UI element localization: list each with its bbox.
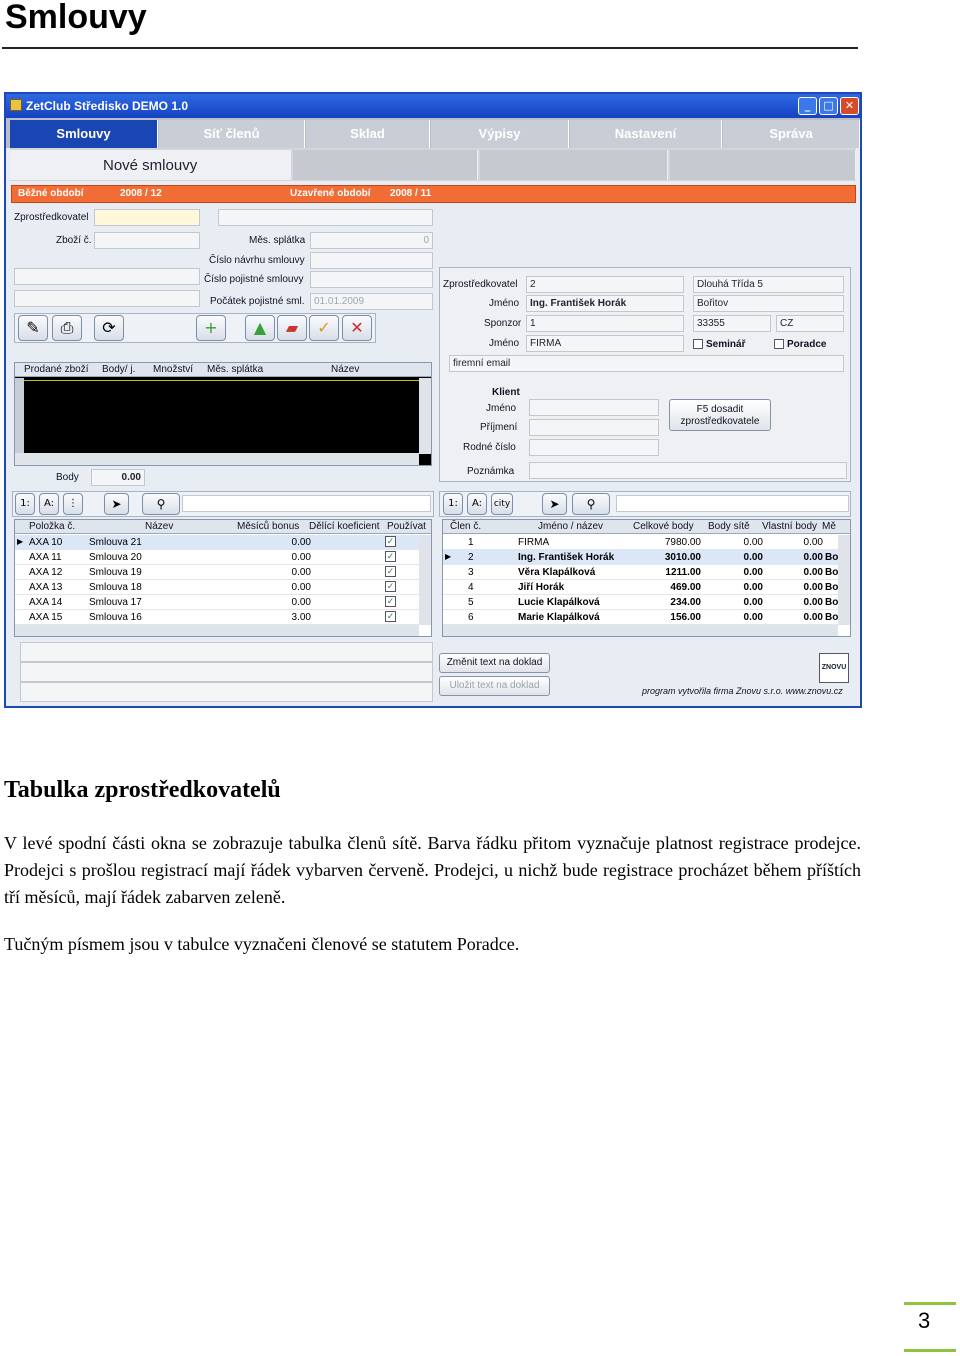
- table-cell: Smlouva 16: [89, 612, 142, 623]
- col-nazev[interactable]: Název: [331, 364, 360, 375]
- sort-list-icon[interactable]: ⋮: [63, 493, 83, 515]
- col-vlastni-body[interactable]: Vlastní body: [762, 521, 818, 532]
- change-text-button[interactable]: Změnit text na doklad: [439, 653, 550, 673]
- horizontal-scrollbar[interactable]: [443, 625, 838, 637]
- go-icon[interactable]: ➤: [104, 493, 129, 515]
- sort-alpha-icon[interactable]: A:: [467, 493, 487, 515]
- monthly-field[interactable]: 0: [310, 232, 433, 249]
- table-cell: FIRMA: [518, 537, 550, 548]
- sponsor-name: FIRMA: [526, 335, 684, 352]
- col-mnozstvi[interactable]: Množství: [153, 364, 194, 375]
- table-row[interactable]: [15, 550, 431, 565]
- broker-field[interactable]: [94, 209, 200, 226]
- table-cell: Smlouva 20: [89, 552, 142, 563]
- table-cell: 1: [468, 537, 474, 548]
- table-row[interactable]: [443, 580, 850, 595]
- points-field: 0.00: [91, 469, 145, 486]
- table-cell: Bo: [825, 552, 839, 563]
- contracts-search-input[interactable]: [182, 495, 431, 512]
- closed-period-label: Uzavřené období: [290, 188, 371, 199]
- col-jmeno[interactable]: Jméno / název: [538, 521, 604, 532]
- row-marker-icon: ▶: [17, 537, 24, 546]
- table-cell: Smlouva 17: [89, 597, 142, 608]
- seminar-checkbox[interactable]: [693, 339, 703, 349]
- app-icon: [10, 99, 22, 111]
- table-cell: 2: [468, 552, 474, 563]
- goods-grid[interactable]: [14, 362, 432, 466]
- table-cell: 3010.00: [664, 552, 701, 563]
- table-cell: 0.00: [743, 537, 763, 548]
- use-checkbox[interactable]: ✓: [386, 551, 395, 561]
- section-heading: Tabulka zprostředkovatelů: [4, 777, 281, 803]
- table-cell: 0.00: [743, 552, 763, 563]
- table-cell: Smlouva 18: [89, 582, 142, 593]
- table-cell: 469.00: [670, 582, 701, 593]
- client-birth-field[interactable]: [529, 439, 659, 456]
- subtab-empty[interactable]: [480, 150, 668, 180]
- sort-number-icon[interactable]: 1:: [15, 493, 35, 515]
- table-cell: 0.00: [291, 552, 311, 563]
- tab-nastaveni[interactable]: Nastavení: [570, 120, 722, 148]
- text-line-2[interactable]: [20, 662, 433, 682]
- save-text-button[interactable]: Uložit text na doklad: [439, 676, 550, 696]
- paragraph-2: Tučným písmem jsou v tabulce vyznačeni členové se statutem Poradce.: [4, 934, 520, 954]
- broker-name: Ing. František Horák: [526, 295, 684, 312]
- table-row[interactable]: [15, 565, 431, 580]
- client-last-field[interactable]: [529, 419, 659, 436]
- proposal-label: Číslo návrhu smlouvy: [209, 255, 305, 266]
- close-button[interactable]: ✕: [840, 97, 859, 115]
- table-cell: 0.00: [743, 582, 763, 593]
- current-period: 2008 / 12: [120, 188, 162, 199]
- col-clen[interactable]: Člen č.: [450, 521, 482, 532]
- table-cell: Bo: [825, 597, 839, 608]
- start-label: Počátek pojistné sml.: [210, 296, 305, 307]
- sort-city-button[interactable]: city: [491, 493, 513, 515]
- table-cell: AXA 14: [29, 597, 63, 608]
- table-row[interactable]: [15, 610, 431, 625]
- col-body-site[interactable]: Body sítě: [708, 521, 750, 532]
- table-cell: 5: [468, 597, 474, 608]
- edit-icon[interactable]: ✎: [18, 315, 48, 341]
- horizontal-scrollbar[interactable]: [15, 453, 419, 466]
- policy-field[interactable]: [310, 271, 433, 288]
- sort-alpha-icon[interactable]: A:: [39, 493, 59, 515]
- table-cell: 7980.00: [664, 537, 701, 548]
- current-period-label: Běžné období: [18, 188, 84, 199]
- tab-sit-clenu[interactable]: Síť členů: [159, 120, 305, 148]
- binoculars-icon[interactable]: ⚲: [572, 493, 610, 515]
- refresh-icon[interactable]: ⟳: [94, 315, 124, 341]
- table-row[interactable]: [443, 535, 850, 550]
- vertical-scrollbar[interactable]: [419, 378, 432, 454]
- goods-name-field[interactable]: [14, 268, 200, 285]
- table-cell: 6: [468, 612, 474, 623]
- table-cell: 4: [468, 582, 474, 593]
- note-field[interactable]: [14, 290, 200, 307]
- table-cell: AXA 12: [29, 567, 63, 578]
- table-cell: 234.00: [670, 597, 701, 608]
- text-line-3[interactable]: [20, 682, 433, 702]
- sub-tabs: [10, 148, 856, 181]
- points-label: Body: [56, 472, 79, 483]
- zip-field: 33355: [693, 315, 771, 332]
- policy-label: Číslo pojistné smlouvy: [204, 274, 304, 285]
- table-cell: 0.00: [743, 567, 763, 578]
- broker-id: 2: [526, 276, 684, 293]
- table-cell: Věra Klapálková: [518, 567, 596, 578]
- use-checkbox[interactable]: ✓: [386, 536, 395, 546]
- table-row[interactable]: [443, 610, 850, 625]
- table-cell: AXA 10: [29, 537, 63, 548]
- text-line-1[interactable]: [20, 642, 433, 662]
- subtab-nove-smlouvy[interactable]: Nové smlouvy: [10, 150, 291, 180]
- client-last-label: Příjmení: [480, 422, 518, 433]
- subtab-empty[interactable]: [293, 150, 478, 180]
- goods-grid-header: [15, 363, 431, 377]
- members-search-input[interactable]: [616, 495, 849, 512]
- table-cell: 1211.00: [665, 567, 701, 578]
- row-selector: [15, 378, 24, 454]
- page-number-rule: [904, 1302, 956, 1305]
- col-mes-splatka[interactable]: Měs. splátka: [207, 364, 264, 375]
- col-nazev[interactable]: Název: [145, 521, 174, 532]
- period-bar: [11, 185, 856, 203]
- grid-line: [24, 380, 419, 381]
- client-note-label: Poznámka: [467, 466, 515, 477]
- sort-number-icon[interactable]: 1:: [443, 493, 463, 515]
- table-cell: 0.00: [291, 597, 311, 608]
- use-checkbox[interactable]: ✓: [386, 566, 395, 576]
- col-me[interactable]: Mě: [822, 521, 836, 532]
- table-cell: AXA 13: [29, 582, 63, 593]
- folder-icon[interactable]: ▰: [277, 315, 307, 341]
- table-cell: Lucie Klapálková: [518, 597, 600, 608]
- table-cell: Ing. František Horák: [518, 552, 615, 563]
- sponsor-label: Sponzor: [484, 318, 522, 329]
- col-prodane-zbozi[interactable]: Prodané zboží: [24, 364, 89, 375]
- subtab-empty[interactable]: [670, 150, 856, 180]
- table-row[interactable]: [15, 535, 431, 550]
- table-cell: 0.00: [803, 612, 823, 623]
- table-row[interactable]: [15, 580, 431, 595]
- tab-sklad[interactable]: Sklad: [306, 120, 430, 148]
- col-body[interactable]: Body/ j.: [102, 364, 136, 375]
- client-birth-label: Rodné číslo: [463, 442, 516, 453]
- broker-name-field[interactable]: [218, 209, 433, 226]
- broker-panel-label: Zprostředkovatel: [443, 279, 518, 290]
- advisor-label: Poradce: [787, 339, 827, 350]
- email-field[interactable]: firemní email: [449, 355, 844, 372]
- name-label: Jméno: [489, 298, 520, 309]
- table-row[interactable]: [15, 595, 431, 610]
- vertical-scrollbar[interactable]: [838, 535, 851, 625]
- f5-fill-broker-button[interactable]: F5 dosadit zprostředkovatele: [669, 399, 771, 431]
- table-cell: AXA 15: [29, 612, 63, 623]
- table-cell: 3: [468, 567, 474, 578]
- col-pouzivat[interactable]: Používat: [387, 521, 426, 532]
- members-grid[interactable]: [442, 519, 851, 637]
- contracts-grid-header: [15, 520, 431, 534]
- tab-sprava[interactable]: Správa: [723, 120, 860, 148]
- broker-label: Zprostředkovatel: [14, 212, 89, 223]
- sponsor-id: 1: [526, 315, 684, 332]
- table-cell: 3.00: [291, 612, 311, 623]
- znovu-logo: ZNOVU: [819, 653, 849, 683]
- up-icon[interactable]: ▲: [245, 315, 275, 341]
- members-grid-header: [443, 520, 850, 534]
- page-number-rule: [904, 1349, 956, 1352]
- seminar-label: Seminář: [706, 339, 746, 350]
- main-tabs: [6, 118, 860, 148]
- goods-field[interactable]: [94, 232, 200, 249]
- proposal-field[interactable]: [310, 252, 433, 269]
- table-cell: 0.00: [803, 552, 823, 563]
- table-cell: Smlouva 19: [89, 567, 142, 578]
- tab-vypisy[interactable]: Výpisy: [431, 120, 569, 148]
- table-cell: AXA 11: [29, 552, 62, 563]
- table-cell: Bo: [825, 612, 839, 623]
- credit-text: program vytvořila firma Znovu s.r.o. www.znovu.cz: [642, 686, 843, 696]
- client-title: Klient: [492, 387, 520, 398]
- table-cell: Smlouva 21: [89, 537, 142, 548]
- closed-period: 2008 / 11: [390, 188, 432, 199]
- use-checkbox[interactable]: ✓: [386, 581, 395, 591]
- table-cell: 0.00: [743, 612, 763, 623]
- table-cell: Marie Klapálková: [518, 612, 600, 623]
- contracts-grid[interactable]: [14, 519, 432, 637]
- binoculars-icon[interactable]: ⚲: [142, 493, 180, 515]
- client-first-field[interactable]: [529, 399, 659, 416]
- table-cell: 0.00: [803, 567, 823, 578]
- table-row[interactable]: [443, 565, 850, 580]
- vertical-scrollbar[interactable]: [419, 535, 432, 625]
- title-bar[interactable]: [6, 94, 860, 118]
- maximize-button[interactable]: □: [819, 97, 838, 115]
- use-checkbox[interactable]: ✓: [386, 611, 395, 621]
- col-delici-koeficient[interactable]: Dělící koeficient: [309, 521, 380, 532]
- paragraph-1: V levé spodní části okna se zobrazuje tabulka členů sítě. Barva řádku přitom vyznačuje platnost registrace prodejce. Prodejci s prošlou registrací mají řádek vybarven červeně. Prodejci, u nichž bude registrace procházet během příštích tří měsíců, mají řádek zabarven zeleně.: [4, 833, 861, 907]
- advisor-checkbox[interactable]: [774, 339, 784, 349]
- table-cell: Bo: [825, 582, 839, 593]
- app-window: [4, 92, 862, 708]
- horizontal-scrollbar[interactable]: [15, 625, 419, 637]
- client-first-label: Jméno: [486, 403, 517, 414]
- tab-smlouvy[interactable]: Smlouvy: [10, 120, 158, 148]
- table-cell: 0.00: [803, 582, 823, 593]
- col-celkove-body[interactable]: Celkové body: [633, 521, 694, 532]
- delete-icon[interactable]: ✕: [342, 315, 372, 341]
- page-number: 3: [918, 1308, 931, 1333]
- confirm-icon[interactable]: ✓: [309, 315, 339, 341]
- table-row[interactable]: [443, 595, 850, 610]
- table-cell: 0.00: [803, 537, 823, 548]
- monthly-label: Měs. splátka: [249, 235, 306, 246]
- table-cell: Jiří Horák: [518, 582, 565, 593]
- table-cell: Bo: [825, 567, 839, 578]
- use-checkbox[interactable]: ✓: [386, 596, 395, 606]
- table-cell: 0.00: [803, 597, 823, 608]
- go-icon[interactable]: ➤: [542, 493, 567, 515]
- client-note-field[interactable]: [529, 462, 847, 479]
- col-polozka[interactable]: Položka č.: [29, 521, 76, 532]
- add-icon[interactable]: +: [196, 315, 226, 341]
- page-title: Smlouvy: [5, 0, 147, 36]
- minimize-button[interactable]: _: [798, 97, 817, 115]
- title-rule: [2, 47, 858, 49]
- row-marker-icon: ▶: [445, 552, 452, 561]
- table-row[interactable]: [443, 550, 850, 565]
- country-field: CZ: [776, 315, 844, 332]
- start-field[interactable]: 01.01.2009: [310, 293, 433, 310]
- col-mesicu-bonus[interactable]: Měsíců bonus: [237, 521, 300, 532]
- print-icon[interactable]: ⎙: [52, 315, 82, 341]
- broker-address: Dlouhá Třída 5: [693, 276, 844, 293]
- window-title: ZetClub Středisko DEMO 1.0: [26, 99, 189, 113]
- table-cell: 156.00: [670, 612, 701, 623]
- table-cell: 0.00: [291, 582, 311, 593]
- broker-city: Bořitov: [693, 295, 844, 312]
- table-cell: 0.00: [291, 567, 311, 578]
- table-cell: 0.00: [291, 537, 311, 548]
- table-cell: 0.00: [743, 597, 763, 608]
- name2-label: Jméno: [489, 338, 520, 349]
- goods-label: Zboží č.: [56, 235, 92, 246]
